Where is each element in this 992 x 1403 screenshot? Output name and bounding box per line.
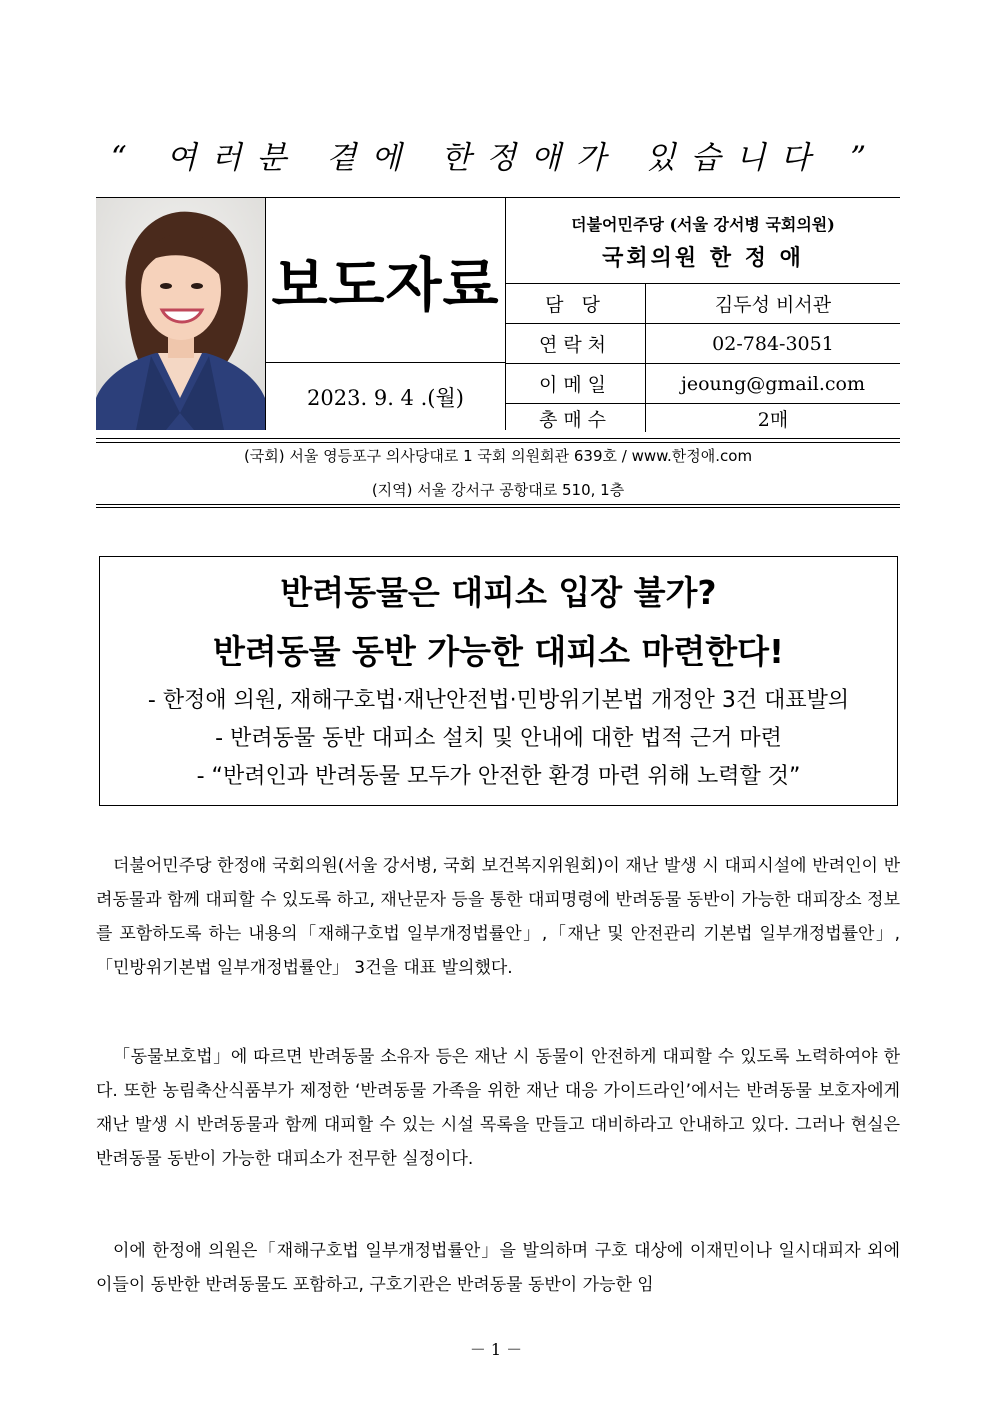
divider [96,507,900,508]
info-row-page-count [506,404,900,432]
info-label: 총매수 [506,404,646,432]
release-date: 2023. 9. 4 .(월) [266,363,506,430]
divider [96,504,900,505]
headline-line2: 반려동물 동반 가능한 대피소 마련한다! [212,632,785,671]
press-header-table [96,197,900,439]
body-paragraph-1: 더불어민주당 한정애 국회의원(서울 강서병, 국회 보건복지위원회)이 재난 발생 시 대피시설에 반려인이 반려동물과 함께 대피할 수 있도록 하고, 재난문자 등을 통한 대피명령에 반려동물 동반이 가능한 대피장소 정보를 포함하도록 하는 내용의「재해구호법 일부개정법률안」,「재난 및 안전관리 기본법 일부개정법률안」,「민방위기본법 일부개정법률안」 3건을 대표 발의했다. [96,856,900,978]
info-label: 이메일 [506,364,646,403]
info-label: 담 당 [506,284,646,323]
info-row-email [506,364,900,404]
subheadline: - 반려동물 동반 대피소 설치 및 안내에 대한 법적 근거 마련 [215,726,782,751]
info-value: 02-784-3051 [712,332,834,355]
subheadline: - 한정애 의원, 재해구호법·재난안전법·민방위기본법 개정안 3건 대표발의 [147,688,850,713]
subheadline: - “반려인과 반려동물 모두가 안전한 환경 마련 위해 노력할 것” [196,764,801,789]
party-district: 더불어민주당 (서울 강서병 국회의원) [571,215,835,234]
page-number: － 1 － [469,1340,523,1359]
info-value: 2매 [757,408,789,431]
slogan: “ 여러분 곁에 한정애가 있습니다 ” [110,140,882,176]
headline-line1: 반려동물은 대피소 입장 불가? [280,573,717,612]
info-value: jeoung@gmail.com [680,372,865,395]
lawmaker-photo [96,198,266,430]
headline-box [99,556,898,806]
info-value: 김두성 비서관 [714,294,832,316]
address-assembly: (국회) 서울 영등포구 의사당대로 1 국회 의원회관 639호 / www.한정애.com [243,447,753,465]
lawmaker-name: 국회의원 한 정 애 [602,245,804,271]
body-paragraph-3: 이에 한정애 의원은「재해구호법 일부개정법률안」을 발의하며 구호 대상에 이재민이나 일시대피자 외에 이들이 동반한 반려동물도 포함하고, 구호기관은 반려동물 동반이 가능한 임 [96,1241,900,1295]
info-row-phone [506,324,900,364]
organization-info [506,198,900,284]
info-label: 연락처 [506,324,646,363]
address-local: (지역) 서울 강서구 공항대로 510, 1층 [371,481,625,499]
info-row-contact-person [506,284,900,324]
press-release-title: 보도자료 [266,198,506,363]
body-paragraph-2: 「동물보호법」에 따르면 반려동물 소유자 등은 재난 시 동물이 안전하게 대피할 수 있도록 노력하여야 한다. 또한 농림축산식품부가 제정한 ‘반려동물 가족을 위한 재난 대응 가이드라인’에서는 반려동물 보호자에게 재난 발생 시 반려동물과 함께 대피할 수 있는 시설 목록을 만들고 대비하라고 안내하고 있다. 그러나 현실은 반려동물 동반이 가능한 대피소가 전무한 실정이다. [96,1047,900,1169]
